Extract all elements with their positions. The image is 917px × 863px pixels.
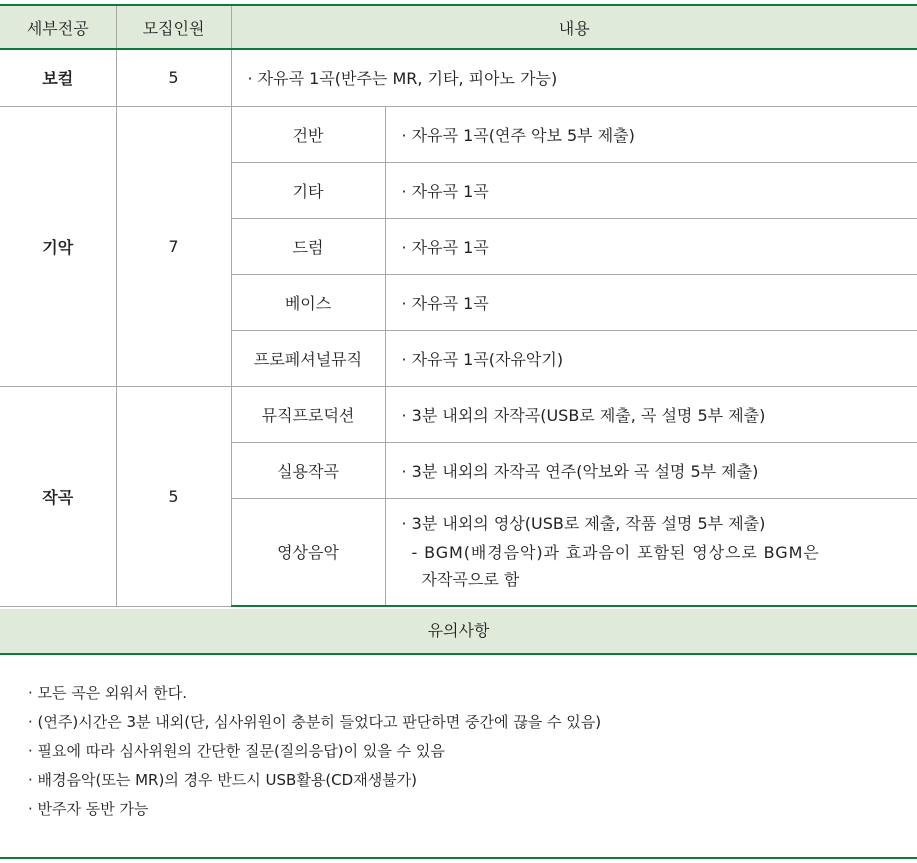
- composition-track-name: 영상음악: [231, 498, 385, 606]
- header-count: 모집인원: [116, 5, 231, 49]
- composition-track-name: 실용작곡: [231, 442, 385, 498]
- table-row: [0, 106, 917, 162]
- content-vocal: · 자유곡 1곡(반주는 MR, 기타, 피아노 가능): [231, 49, 917, 106]
- notes-title: 유의사항: [0, 609, 917, 655]
- count-vocal: 5: [116, 49, 231, 106]
- list-item: · 반주자 동반 가능: [28, 800, 149, 818]
- instrument-name: 드럼: [231, 218, 385, 274]
- table-row: [0, 386, 917, 442]
- content-sub-line: - BGM(배경음악)과 효과음이 포함된 영상으로 BGM은: [411, 542, 820, 562]
- major-composition: 작곡: [0, 386, 116, 606]
- list-item: · 모든 곡은 외워서 한다.: [28, 684, 188, 702]
- composition-track-name: 뮤직프로덕션: [231, 386, 385, 442]
- count-composition: 5: [116, 386, 231, 606]
- instrument-content: · 자유곡 1곡: [385, 274, 917, 330]
- instrument-content: · 자유곡 1곡: [385, 218, 917, 274]
- notes-list: [28, 679, 908, 824]
- list-item: · (연주)시간은 3분 내외(단, 심사위원이 충분히 들었다고 판단하면 중간에 끊을 수 있음): [28, 713, 602, 731]
- table-row-vocal: [0, 49, 917, 106]
- instrument-content: · 자유곡 1곡(자유악기): [385, 330, 917, 386]
- instrument-content: · 자유곡 1곡: [385, 162, 917, 218]
- header-major: 세부전공: [0, 5, 116, 49]
- major-vocal: 보컬: [0, 49, 116, 106]
- content-main-line: · 3분 내외의 영상(USB로 제출, 작품 설명 5부 제출): [401, 513, 766, 533]
- count-instrument: 7: [116, 106, 231, 386]
- instrument-content: · 자유곡 1곡(연주 악보 5부 제출): [385, 106, 917, 162]
- instrument-name: 베이스: [231, 274, 385, 330]
- bottom-divider: [0, 857, 917, 859]
- table-header-row: [0, 5, 917, 49]
- composition-track-content: · 3분 내외의 자작곡 연주(악보와 곡 설명 5부 제출): [385, 442, 917, 498]
- header-content: 내용: [231, 5, 917, 49]
- instrument-name: 기타: [231, 162, 385, 218]
- composition-track-content: · 3분 내외의 자작곡(USB로 제출, 곡 설명 5부 제출): [385, 386, 917, 442]
- audition-table-wrapper: [0, 4, 917, 607]
- major-instrument: 기악: [0, 106, 116, 386]
- list-item: · 필요에 따라 심사위원의 간단한 질문(질의응답)이 있을 수 있음: [28, 742, 445, 760]
- instrument-name: 프로페셔널뮤직: [231, 330, 385, 386]
- instrument-name: 건반: [231, 106, 385, 162]
- composition-track-content: [385, 498, 917, 606]
- content-sub-line-continued: 자작곡으로 함: [421, 569, 520, 589]
- list-item: · 배경음악(또는 MR)의 경우 반드시 USB활용(CD재생불가): [28, 771, 418, 789]
- audition-requirements-table: [0, 4, 917, 607]
